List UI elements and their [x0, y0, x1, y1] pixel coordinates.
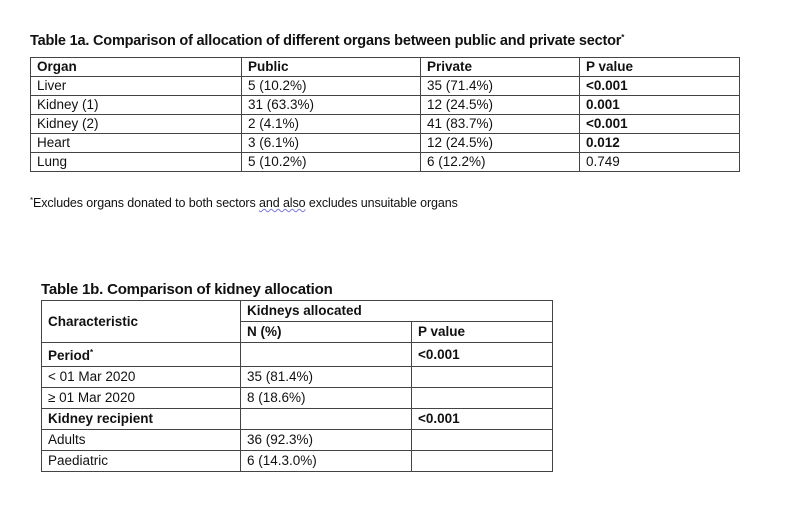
organ-cell: Kidney (2)	[31, 115, 242, 134]
private-cell: 41 (83.7%)	[421, 115, 580, 134]
public-cell: 3 (6.1%)	[242, 134, 421, 153]
p-value-cell: <0.001	[580, 77, 740, 96]
section-row-recipient	[42, 409, 553, 430]
empty-cell	[241, 409, 412, 430]
private-cell: 35 (71.4%)	[421, 77, 580, 96]
p-value-cell: <0.001	[580, 115, 740, 134]
table-1b	[41, 300, 553, 472]
header-characteristic: Characteristic	[42, 301, 241, 343]
section-row-period	[42, 343, 553, 367]
footnote-text-start: Excludes organs donated to both sectors	[33, 196, 260, 210]
period-label-cell	[42, 343, 241, 367]
p-value-cell: 0.749	[580, 153, 740, 172]
header-p-value: P value	[580, 58, 740, 77]
table-row	[42, 430, 553, 451]
empty-cell	[412, 451, 553, 472]
header-public: Public	[242, 58, 421, 77]
n-percent-cell: 35 (81.4%)	[241, 367, 412, 388]
n-percent-cell: 36 (92.3%)	[241, 430, 412, 451]
characteristic-cell: < 01 Mar 2020	[42, 367, 241, 388]
table-row	[31, 115, 740, 134]
p-value-cell: <0.001	[412, 343, 553, 367]
public-cell: 5 (10.2%)	[242, 77, 421, 96]
table-1a-caption-text: Table 1a. Comparison of allocation of different organs between public and private sector	[30, 33, 622, 49]
empty-cell	[412, 430, 553, 451]
table-row	[31, 96, 740, 115]
public-cell: 5 (10.2%)	[242, 153, 421, 172]
table-1a-footnote	[30, 196, 458, 210]
footnote-flagged-word: and also	[259, 196, 306, 210]
table-row	[31, 134, 740, 153]
n-percent-cell: 6 (14.3.0%)	[241, 451, 412, 472]
p-value-cell: <0.001	[412, 409, 553, 430]
period-footnote-mark: *	[90, 348, 94, 357]
table-row	[31, 77, 740, 96]
footnote-mark: *	[30, 196, 34, 205]
header-p-value: P value	[412, 322, 553, 343]
characteristic-cell: Paediatric	[42, 451, 241, 472]
header-n-percent: N (%)	[241, 322, 412, 343]
caption-footnote-mark: *	[621, 33, 625, 42]
footnote-text-end: excludes unsuitable organs	[305, 196, 458, 210]
header-private: Private	[421, 58, 580, 77]
table-header-row	[42, 301, 553, 322]
private-cell: 12 (24.5%)	[421, 134, 580, 153]
characteristic-cell: Adults	[42, 430, 241, 451]
recipient-label-cell: Kidney recipient	[42, 409, 241, 430]
table-row	[42, 367, 553, 388]
public-cell: 2 (4.1%)	[242, 115, 421, 134]
characteristic-cell: ≥ 01 Mar 2020	[42, 388, 241, 409]
n-percent-cell: 8 (18.6%)	[241, 388, 412, 409]
empty-cell	[412, 388, 553, 409]
organ-cell: Lung	[31, 153, 242, 172]
empty-cell	[412, 367, 553, 388]
period-label: Period	[48, 348, 91, 363]
header-organ: Organ	[31, 58, 242, 77]
table-header-row	[31, 58, 740, 77]
private-cell: 12 (24.5%)	[421, 96, 580, 115]
private-cell: 6 (12.2%)	[421, 153, 580, 172]
organ-cell: Kidney (1)	[31, 96, 242, 115]
organ-cell: Liver	[31, 77, 242, 96]
table-row	[42, 388, 553, 409]
organ-cell: Heart	[31, 134, 242, 153]
p-value-cell: 0.012	[580, 134, 740, 153]
p-value-cell: 0.001	[580, 96, 740, 115]
header-kidneys-allocated: Kidneys allocated	[241, 301, 553, 322]
empty-cell	[241, 343, 412, 367]
table-1a-caption	[30, 33, 624, 49]
table-row	[42, 451, 553, 472]
public-cell: 31 (63.3%)	[242, 96, 421, 115]
table-1a	[30, 57, 740, 172]
table-row	[31, 153, 740, 172]
table-1b-caption: Table 1b. Comparison of kidney allocation	[41, 281, 333, 298]
